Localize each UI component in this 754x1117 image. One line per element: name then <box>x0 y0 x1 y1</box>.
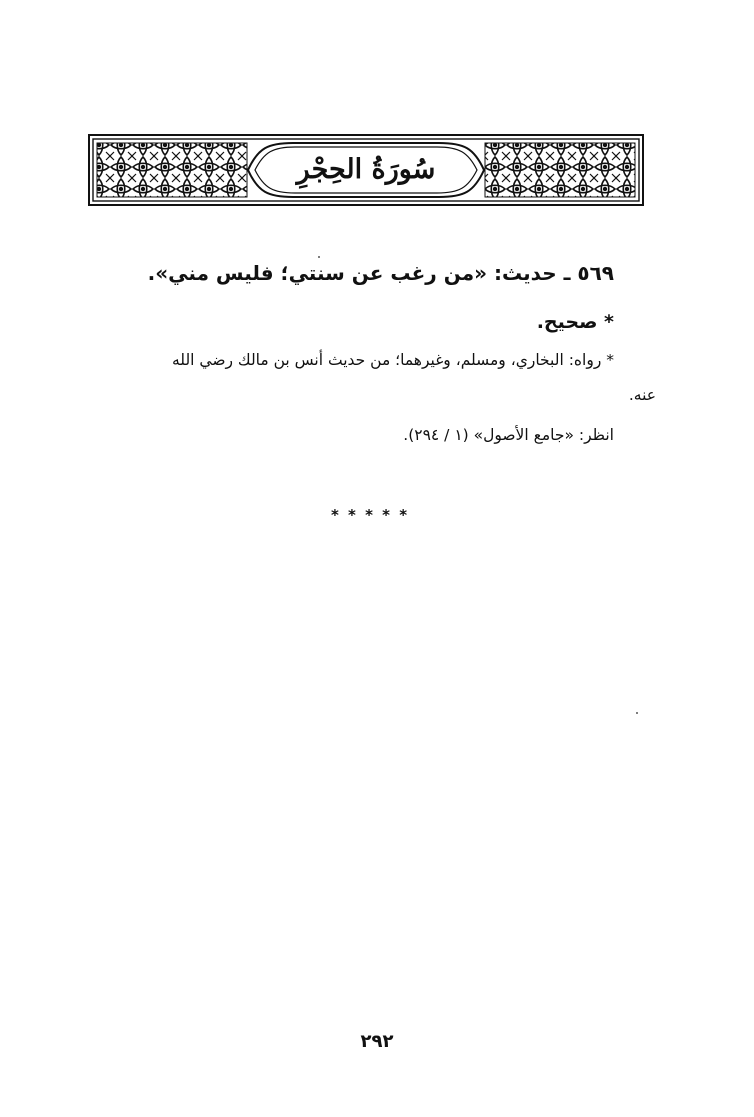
page-number: ٢٩٢ <box>360 1031 394 1052</box>
surah-header-band <box>88 134 644 206</box>
paper-speck <box>318 256 320 258</box>
narration-line-2: عنه. <box>628 386 656 404</box>
surah-title: سُورَةُ الحِجْرِ <box>296 154 436 185</box>
source-reference: انظر: «جامع الأصول» (١ / ٢٩٤). <box>403 426 614 444</box>
asterisk-separator: * * * * * <box>330 506 410 524</box>
narration-line-1: * رواه: البخاري، ومسلم، وغيرهما؛ من حديث أنس بن مالك رضي الله <box>172 351 614 369</box>
hadith-grade: * صحيح. <box>536 311 614 333</box>
paper-speck <box>636 712 638 714</box>
hadith-heading: ٥٦٩ ـ حديث: «من رغب عن سنتي؛ فليس مني». <box>147 261 614 285</box>
